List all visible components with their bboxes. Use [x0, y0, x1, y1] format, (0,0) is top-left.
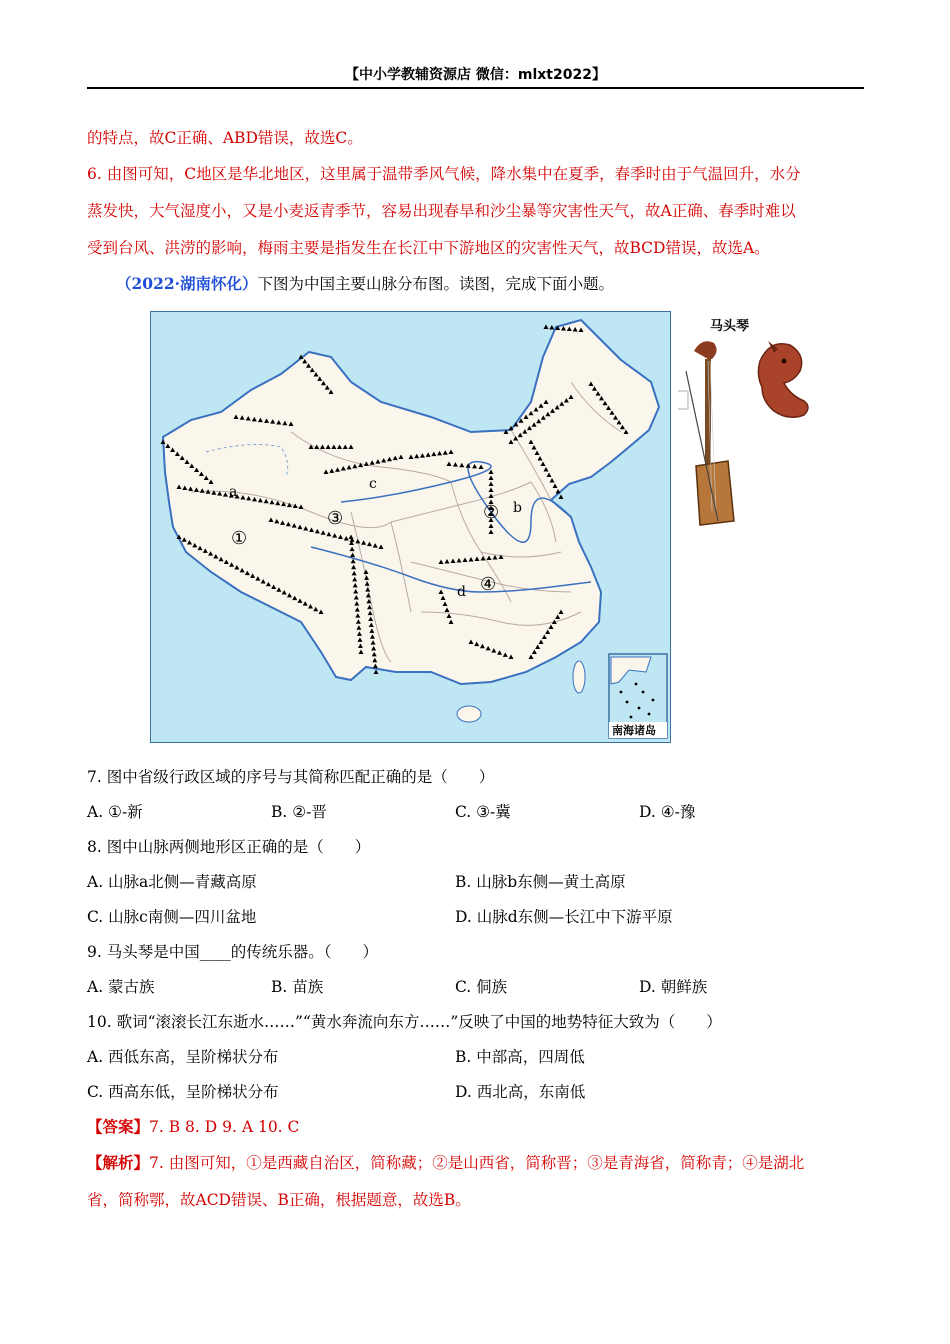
hainan-island — [457, 706, 481, 722]
matouqin-svg — [678, 311, 818, 531]
q8-option-b: B. 山脉b东侧—黄土高原 — [455, 873, 626, 891]
q7-stem: 7. 图中省级行政区域的序号与其简称匹配正确的是（ ） — [87, 768, 495, 786]
q6-explanation-line-2: 蒸发快，大气湿度小，又是小麦返青季节，容易出现春旱和沙尘暴等灾害性天气，故A正确、春季时难以 — [87, 202, 796, 220]
region-1-label: ① — [231, 528, 248, 549]
answer-text: 7. B 8. D 9. A 10. C — [149, 1118, 300, 1136]
analysis-line-1 — [87, 1152, 864, 1174]
page-header: 【中小学教辅资源店 微信：mlxt2022】 — [345, 67, 606, 83]
q10-option-a: A. 西低东高，呈阶梯状分布 — [87, 1048, 279, 1066]
q8-stem: 8. 图中山脉两侧地形区正确的是（ ） — [87, 838, 371, 856]
intro-line — [116, 273, 893, 295]
analysis-tag: 【解析】 — [87, 1153, 150, 1172]
q8-option-c: C. 山脉c南侧—四川盆地 — [87, 908, 257, 926]
region-2-label: ② — [483, 502, 500, 523]
intro-source: （2022·湖南怀化） — [116, 274, 258, 293]
q8-option-d: D. 山脉d东侧—长江中下游平原 — [455, 908, 673, 926]
map-svg — [151, 312, 670, 742]
q7-option-c: C. ③-冀 — [455, 803, 511, 821]
q10-stem: 10. 歌词“滚滚长江东逝水……”“黄水奔流向东方……”反映了中国的地势特征大致为（ ） — [87, 1013, 722, 1031]
q9-stem: 9. 马头琴是中国____的传统乐器。（ ） — [87, 943, 378, 961]
q10-option-c: C. 西高东低，呈阶梯状分布 — [87, 1083, 279, 1101]
pointer-box — [678, 391, 688, 409]
q9-option-d: D. 朝鲜族 — [639, 978, 708, 996]
inset-label: 南海诸岛 — [612, 724, 656, 737]
q6-explanation-line-1: 6. 由图可知，C地区是华北地区，这里属于温带季风气候，降水集中在夏季，春季时由于气温回升，水分 — [87, 165, 801, 183]
analysis-line-2: 省，简称鄂，故ACD错误、B正确，根据题意，故选B。 — [87, 1191, 471, 1209]
header-divider — [87, 87, 864, 89]
q10-option-b: B. 中部高，四周低 — [455, 1048, 585, 1066]
south-china-sea-inset — [609, 654, 667, 738]
matouqin-illustration — [678, 311, 818, 531]
label-b: b — [513, 500, 522, 516]
region-3-label: ③ — [327, 508, 344, 529]
q6-explanation-line-3: 受到台风、洪涝的影响，梅雨主要是指发生在长江中下游地区的灾害性天气，故BCD错误，故选A。 — [87, 239, 770, 257]
prev-explanation-line: 的特点，故C正确、ABD错误，故选C。 — [87, 129, 363, 147]
label-a: a — [229, 484, 238, 500]
q10-option-d: D. 西北高，东南低 — [455, 1083, 586, 1101]
q9-option-c: C. 侗族 — [455, 978, 508, 996]
taiwan-island — [573, 661, 585, 693]
q7-option-b: B. ②-晋 — [271, 803, 327, 821]
q8-option-a: A. 山脉a北侧—青藏高原 — [87, 873, 257, 891]
analysis-text-1: 7. 由图可知，①是西藏自治区，简称藏；②是山西省，简称晋；③是青海省，简称青；④是湖北 — [149, 1154, 805, 1172]
matouqin-label: 马头琴 — [710, 319, 750, 334]
label-d: d — [457, 584, 466, 600]
horse-head-icon — [758, 341, 808, 417]
q9-option-b: B. 苗族 — [271, 978, 324, 996]
china-mountains-map — [150, 311, 671, 743]
q9-option-a: A. 蒙古族 — [87, 978, 155, 996]
label-c: c — [369, 476, 377, 492]
answer-line — [87, 1116, 864, 1138]
q7-option-d: D. ④-豫 — [639, 803, 696, 821]
fiddle-icon — [686, 341, 734, 525]
q7-option-a: A. ①-新 — [87, 803, 143, 821]
answer-tag: 【答案】 — [87, 1117, 150, 1136]
region-4-label: ④ — [480, 574, 497, 595]
intro-text: 下图为中国主要山脉分布图。读图，完成下面小题。 — [257, 275, 615, 293]
